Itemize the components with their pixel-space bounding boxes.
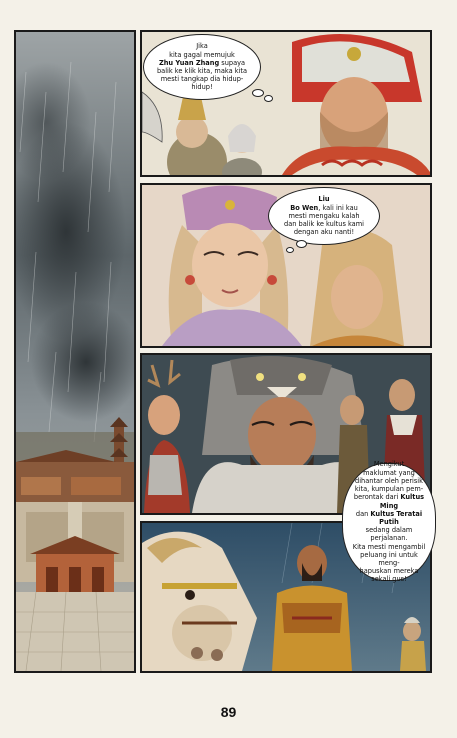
bubble-bottom-line: kita, kumpulan pem-	[354, 485, 424, 494]
bubble-bottom-line: berontak dari Kultus Ming	[353, 493, 425, 510]
speech-bubble-second	[268, 187, 380, 245]
thought-dot	[286, 247, 294, 253]
thought-dot	[252, 89, 264, 97]
bubble-bottom-line: hapuskan mereka	[359, 567, 419, 576]
bubble-top-line: balik ke klik kita, maka kita	[157, 67, 247, 75]
bubble-second-line: dan balik ke kultus kami	[284, 220, 364, 229]
bubble-bottom-line: peluang ini untuk meng-	[360, 550, 418, 567]
storm-palace-panel	[14, 30, 136, 673]
palace-illustration	[16, 450, 134, 671]
storm-palace-art	[16, 32, 134, 671]
page-number: 89	[220, 704, 237, 720]
name-highlight: Bo Wen	[290, 203, 319, 212]
bubble-bottom-line: sedang dalam perjalanan.	[365, 526, 413, 543]
bubble-bottom-line: Mengikut	[373, 460, 405, 469]
bubble-top-line: Zhu Yuan Zhang supaya	[158, 58, 246, 67]
bubble-second-line: dengan aku nanti!	[293, 228, 355, 237]
bubble-top-line: mesti tangkap dia hidup-	[160, 75, 244, 84]
bubble-bottom-line: dihantar oleh perisik	[355, 476, 423, 485]
bubble-bottom-line: sekali gus!	[371, 575, 407, 584]
bubble-top-line: Jika	[196, 42, 208, 51]
bubble-bottom-line: dan Kultus Teratai Putih	[355, 509, 423, 526]
name-highlight: Kultus Teratai Putih	[370, 509, 423, 526]
thought-dot	[264, 95, 273, 102]
name-highlight: Zhu Yuan Zhang	[158, 58, 220, 67]
bubble-top-line: kita gagal memujuk	[169, 50, 235, 59]
bubble-bottom-line: Kita mesti mengambil	[352, 542, 426, 551]
bubble-top-line: hidup!	[191, 83, 213, 92]
speech-bubble-top	[143, 34, 261, 100]
speech-bubble-bottom	[342, 460, 436, 584]
name-highlight: Liu	[318, 195, 330, 204]
bubble-second-line: mesti mengaku kalah	[288, 211, 360, 220]
bubble-second-line: Bo Wen, kali ini kau	[290, 203, 358, 212]
name-highlight: Kultus Ming	[379, 493, 425, 510]
thought-dot	[296, 240, 307, 248]
bubble-bottom-line: maklumat yang	[363, 468, 415, 477]
